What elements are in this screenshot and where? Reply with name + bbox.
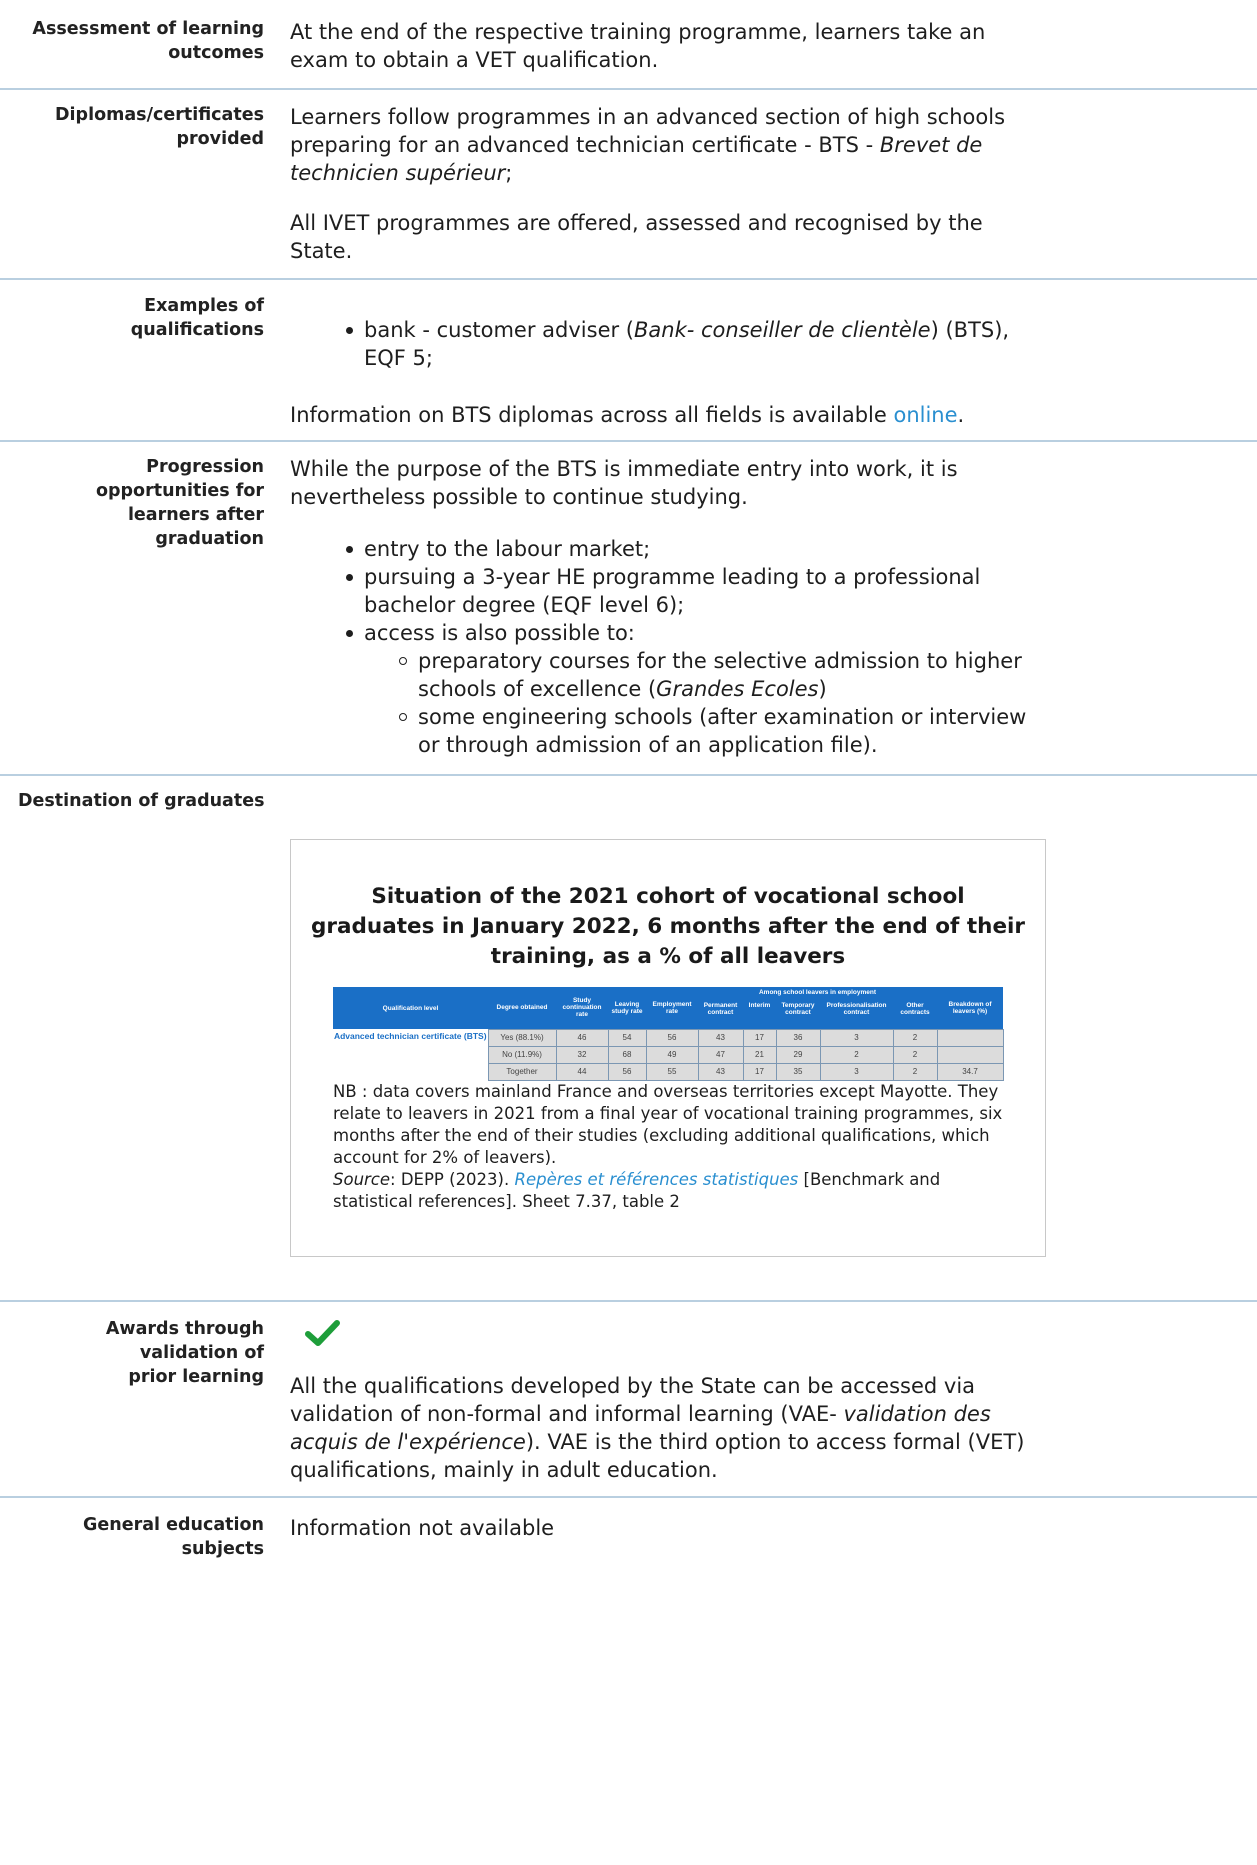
table-cell: 35: [776, 1063, 820, 1080]
row-assessment: [0, 0, 1257, 90]
text-span: preparatory courses for the selective admission to higher schools of excellence (: [418, 649, 1022, 701]
awards-text: [290, 1372, 1050, 1484]
figure-table: [333, 987, 1003, 1076]
qualifications-list: [290, 316, 1050, 372]
progression-intro: While the purpose of the BTS is immediate entry into work, it is nevertheless possible to continue studying.: [290, 457, 958, 509]
figure-note: [333, 1081, 1013, 1213]
row-general: [0, 1498, 1257, 1598]
list-item: [290, 316, 1050, 372]
graduates-table: [333, 987, 1004, 1081]
table-cell: 56: [646, 1029, 698, 1046]
text-span: ) (BTS), EQF 5;: [364, 318, 1010, 370]
row-content: [290, 103, 1050, 265]
table-cell: 3: [820, 1029, 893, 1046]
table-cell: Together: [488, 1063, 556, 1080]
row-label: General education subjects: [83, 1515, 264, 1559]
source-text: [333, 1169, 1013, 1213]
info-paragraph: [290, 401, 1050, 429]
row-label: Progression opportunities for learners after graduation: [95, 457, 264, 549]
row-content: [290, 1514, 1050, 1542]
destination-figure: [290, 839, 1046, 1257]
table-header: Qualification level: [333, 987, 488, 1029]
table-cell: 17: [743, 1029, 776, 1046]
text-span: ;: [505, 161, 513, 185]
table-cell: 49: [646, 1046, 698, 1063]
table-header: Study continuation rate: [556, 987, 608, 1029]
progression-list: [290, 535, 1050, 759]
list-item: pursuing a 3-year HE programme leading to a professional bachelor degree (EQF level 6);: [290, 563, 1050, 619]
sub-headers: [698, 1002, 937, 1016]
sub-list-item: some engineering schools (after examination or interview or through admission of an application file).: [290, 703, 1050, 759]
row-content: [290, 1372, 1050, 1484]
text-span: ). VAE is the third option to access formal (VET) qualifications, mainly in adult education.: [290, 1430, 1025, 1482]
table-cell: 68: [608, 1046, 646, 1063]
table-cell: 32: [556, 1046, 608, 1063]
table-cell: 46: [556, 1029, 608, 1046]
text-span: ): [818, 677, 827, 701]
source-label: Source: [333, 1170, 391, 1189]
emphasis-text: Bank- conseiller de clientèle: [634, 318, 931, 342]
table-cell: [937, 1046, 1003, 1063]
row-examples: [0, 280, 1257, 442]
table-header: Breakdown of leavers (%): [937, 987, 1003, 1029]
table-cell: 56: [608, 1063, 646, 1080]
assessment-text: At the end of the respective training programme, learners take an exam to obtain a VET qualification.: [290, 20, 986, 72]
list-item: access is also possible to:: [290, 619, 1050, 647]
diplomas-paragraph: [290, 103, 1050, 187]
table-cell: No (11.9%): [488, 1046, 556, 1063]
table-cell: 3: [820, 1063, 893, 1080]
table-header: Interim: [748, 1002, 771, 1009]
text-span: [Benchmark and statistical references]. Sheet 7.37, table 2: [333, 1170, 941, 1211]
text-span: Information on BTS diplomas across all fields is available: [290, 403, 894, 427]
row-content: [290, 18, 1050, 74]
text-span: : DEPP (2023).: [390, 1170, 515, 1189]
online-link[interactable]: online: [893, 403, 958, 427]
emphasis-text: validation des acquis de l'expérience: [290, 1402, 991, 1454]
row-label: Assessment of learning outcomes: [32, 19, 264, 63]
table-cell: 21: [743, 1046, 776, 1063]
table-cell: 54: [608, 1029, 646, 1046]
table-group-header: [698, 987, 937, 1029]
sub-list-item: [290, 647, 1050, 703]
table-cell: 43: [698, 1063, 743, 1080]
check-icon: [305, 1318, 341, 1352]
row-label: Examples of qualifications: [130, 296, 264, 340]
nb-text: NB : data covers mainland France and overseas territories except Mayotte. They relate to leavers in 2021 from a final year of vocational training programmes, six months after the end of their studies (excluding additional qualifications, which account for 2% of leavers).: [333, 1082, 1003, 1167]
table-cell: 2: [893, 1029, 937, 1046]
table-cell: 17: [743, 1063, 776, 1080]
table-cell: 2: [820, 1046, 893, 1063]
table-cell: Yes (88.1%): [488, 1029, 556, 1046]
table-header: Degree obtained: [488, 987, 556, 1029]
table-cell: 2: [893, 1046, 937, 1063]
table-header: Employment rate: [646, 987, 698, 1029]
table-cell: [937, 1029, 1003, 1046]
text-span: .: [957, 403, 965, 427]
table-cell-level: Advanced technician certificate (BTS): [333, 1029, 488, 1080]
table-header: Permanent contract: [703, 1002, 738, 1016]
row-label: Awards through validation of prior learning: [105, 1319, 264, 1387]
row-label: Diplomas/certificates provided: [55, 105, 264, 149]
table-cell: 55: [646, 1063, 698, 1080]
row-content: [290, 316, 1050, 429]
row-content: [290, 455, 1050, 759]
table-cell: 47: [698, 1046, 743, 1063]
text-span: Learners follow programmes in an advanced section of high schools preparing for an advanced technician certificate - BTS -: [290, 105, 1006, 157]
table-cell: 43: [698, 1029, 743, 1046]
row-label: Destination of graduates: [18, 791, 265, 811]
emphasis-text: Brevet de technicien supérieur: [290, 133, 983, 185]
list-item: entry to the labour market;: [290, 535, 1050, 563]
group-header-label: Among school leavers in employment: [758, 989, 877, 996]
row-diplomas: [0, 90, 1257, 280]
source-link[interactable]: Repères et références statistiques: [514, 1170, 799, 1189]
row-progression: [0, 442, 1257, 776]
general-text: Information not available: [290, 1516, 555, 1540]
table-row: [333, 1029, 1003, 1046]
table-header: Temporary contract: [781, 1002, 815, 1016]
figure-title: Situation of the 2021 cohort of vocational school graduates in January 2022, 6 months after the end of their training, as a % of all leavers: [311, 884, 1025, 969]
table-cell: 2: [893, 1063, 937, 1080]
row-awards: [0, 1302, 1257, 1498]
table-header: Other contracts: [900, 1002, 930, 1016]
table-cell: 36: [776, 1029, 820, 1046]
text-span: All the qualifications developed by the State can be accessed via validation of non-formal and informal learning (VAE-: [290, 1374, 976, 1426]
text-span: bank - customer adviser (: [364, 318, 634, 342]
table-cell: 29: [776, 1046, 820, 1063]
table-header: Professionalisation contract: [826, 1002, 887, 1016]
table-cell: 34.7: [937, 1063, 1003, 1080]
diplomas-paragraph: All IVET programmes are offered, assessed and recognised by the State.: [290, 211, 983, 263]
table-header: Leaving study rate: [608, 987, 646, 1029]
emphasis-text: Grandes Ecoles: [656, 677, 819, 701]
table-cell: 44: [556, 1063, 608, 1080]
